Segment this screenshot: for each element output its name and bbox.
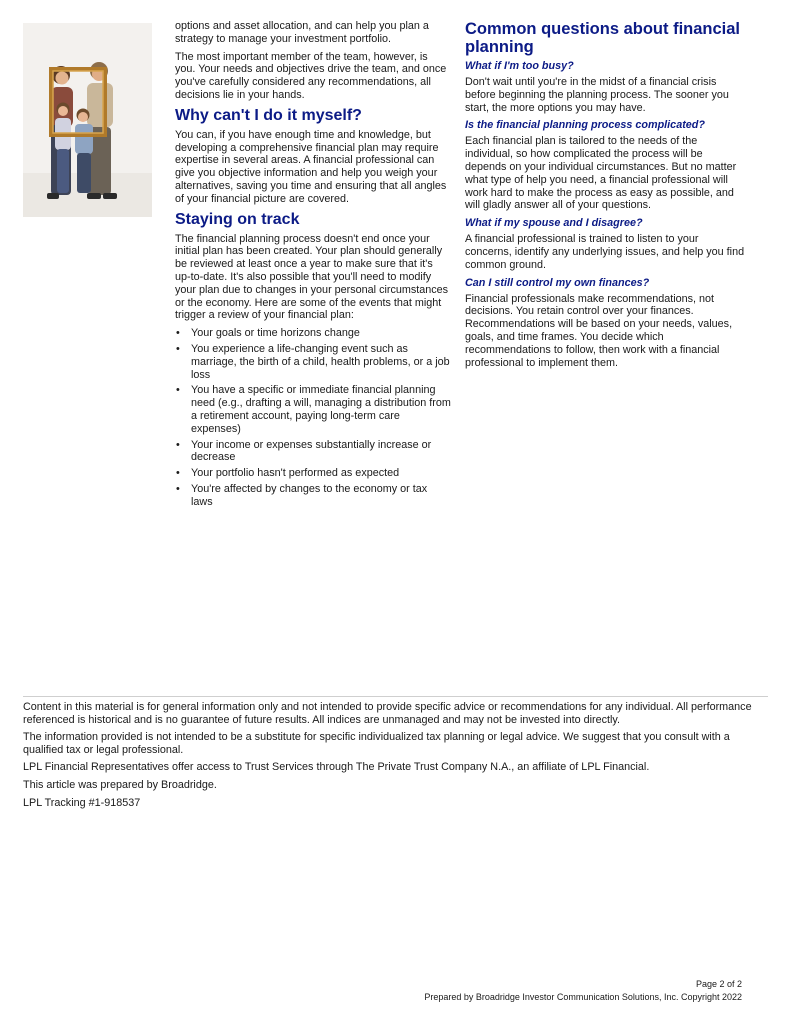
staying-on-track-paragraph: The financial planning process doesn't end once your initial plan has been created. Your plan should generally be reviewed at least once a year to make sure that it's up-to-date. It's also possible that you'll need to modify your plan due to changes in your personal circumstances or the economy. Here are some of the events that might trigger a review of your financial plan: — [175, 232, 449, 322]
question-control-finances: Can I still control my own finances? — [465, 276, 650, 289]
list-item: • Your goals or time horizons change — [175, 327, 451, 340]
answer-too-busy: Don't wait until you're in the midst of a financial crisis before beginning the planning process. The sooner you start, the more options you may have. — [465, 76, 729, 114]
do-it-myself-paragraph: You can, if you have enough time and knowledge, but developing a comprehensive financial plan may require expertise in several areas. A financial professional can give you objective information and help you weigh your alternatives, saving you time and ensuring that all angles of your financial picture are covered. — [175, 128, 447, 205]
page-number: Page 2 of 2 — [695, 979, 742, 989]
tracking-number: LPL Tracking #1-918537 — [23, 796, 141, 809]
disclosure-tax-legal: The information provided is not intended to be a substitute for specific individualized tax planning or legal advice. We suggest that you consult with a qualified tax or legal professional. — [23, 731, 730, 756]
list-item: • You're affected by changes to the economy or tax laws — [175, 483, 451, 509]
list-item: • You have a specific or immediate financial planning need (e.g., drafting a will, managing a distribution from a retirement account, paying long-term care expenses) — [175, 384, 451, 435]
disclosures — [23, 701, 758, 814]
question-spouse-disagree: What if my spouse and I disagree? — [465, 217, 643, 230]
article-column-right — [465, 20, 745, 374]
article-column-left — [175, 20, 451, 512]
page-footer — [424, 978, 742, 1004]
family-photo — [23, 23, 152, 217]
disclosure-trust-services: LPL Financial Representatives offer access to Trust Services through The Private Trust Company N.A., an affiliate of LPL Financial. — [23, 761, 650, 774]
question-too-busy: What if I'm too busy? — [465, 60, 574, 72]
heading-do-it-myself: Why can't I do it myself? — [175, 106, 362, 124]
answer-spouse-disagree: A financial professional is trained to listen to your concerns, identify any underlying issues, and help you find common ground. — [465, 233, 745, 271]
review-triggers-list — [175, 327, 451, 508]
list-item: • You experience a life-changing event such as marriage, the birth of a child, health problems, or a job loss — [175, 343, 451, 381]
list-item: • Your income or expenses substantially increase or decrease — [175, 439, 451, 465]
list-item: • Your portfolio hasn't performed as expected — [175, 467, 451, 480]
team-paragraph: The most important member of the team, however, is you. Your needs and objectives drive the team, and once you've carefully considered any recommendations, all decisions lie in your hands. — [175, 50, 447, 101]
answer-complicated: Each financial plan is tailored to the needs of the individual, so how complicated the process will be depends on your individual circumstances. But no matter what type of help you need, a financial professional will work hard to make the process as easy as possible, and will gladly answer all of your questions. — [465, 135, 737, 212]
disclosure-general: Content in this material is for general information only and not intended to provide specific advice or recommendations for any individual. All performance referenced is historical and is no guarantee of future results. All indices are unmanaged and may not be invested into directly. — [23, 701, 752, 726]
heading-common-questions: Common questions about financial planning — [465, 20, 741, 56]
footer-divider — [23, 696, 768, 697]
question-complicated: Is the financial planning process complicated? — [465, 119, 705, 132]
disclosure-prepared-by: This article was prepared by Broadridge. — [23, 778, 217, 791]
heading-staying-on-track: Staying on track — [175, 210, 300, 228]
copyright-notice: Prepared by Broadridge Investor Communication Solutions, Inc. Copyright 2022 — [424, 992, 742, 1002]
answer-control-finances: Financial professionals make recommendations, not decisions. You retain control over your finances. Recommendations will be based on your needs, values, goals, and time frames. You decide which recommendations to follow, then work with a financial professional to implement them. — [465, 292, 733, 369]
intro-paragraph-continued: options and asset allocation, and can help you plan a strategy to manage your investment portfolio. — [175, 20, 429, 45]
